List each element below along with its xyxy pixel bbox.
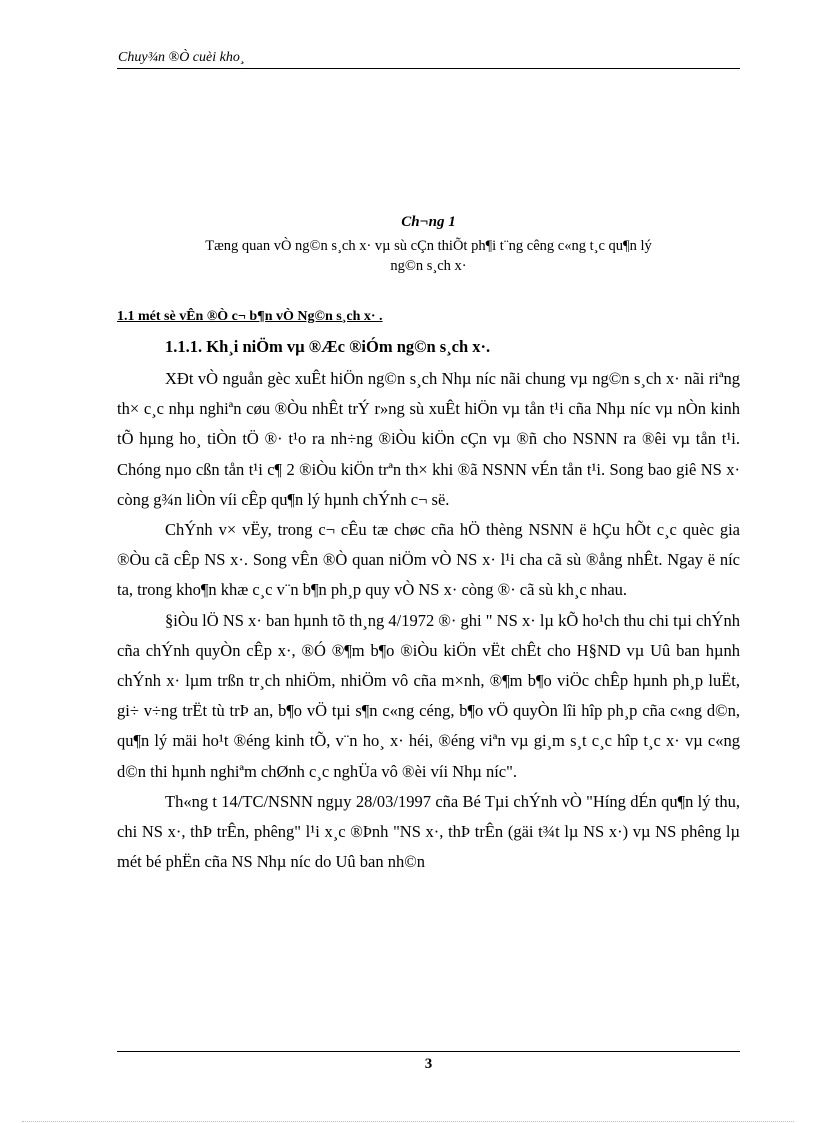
chapter-subtitle-line-1: Tæng quan vÒ ng©n s¸ch x· vµ sù cÇn thiÕt ph¶i t¨ng cêng c«ng t¸c qu¶n lý: [205, 238, 652, 254]
subsection-heading: 1.1.1. Kh¸i niÖm vµ ®Æc ®iÓm ng©n s¸ch x·.: [165, 337, 491, 356]
section-heading: 1.1 mét sè vÊn ®Ò c¬ b¶n vÒ Ng©n s¸ch x· .: [117, 309, 383, 324]
chapter-subtitle: [117, 236, 740, 276]
page-bottom-edge: [22, 1121, 794, 1122]
running-header: Chuy¾n ®Ò cuèi kho¸: [118, 50, 245, 65]
paragraph-4: Th«ng t 14/TC/NSNN ngµy 28/03/1997 cña Bé Tµi chÝnh vÒ "Híng dÉn qu¶n lý thu, chi NS x·, thÞ trÊn, phêng" l¹i x¸c ®Þnh "NS x·, thÞ trÊn (gäi t¾t lµ NS x·) vµ NS phêng lµ mét bé phËn cña NS Nhµ níc do Uû ban nh©n: [117, 791, 740, 872]
page-number: 3: [424, 1056, 433, 1072]
footer-divider: [117, 1051, 740, 1052]
paragraph-1: XÐt vÒ nguån gèc xuÊt hiÖn ng©n s¸ch Nhµ níc nãi chung vµ ng©n s¸ch x· nãi riªng th× c¸c nhµ nghiªn cøu ®Òu nhÊt trÝ r»ng sù xuÊt hiÖn vµ tån t¹i cña Nhµ níc vµ nÒn kinh tÕ hµng ho¸ tiÒn tÖ ®· t¹o ra nh÷ng ®iÒu kiÖn cÇn vµ ®ñ cho NSNN ra ®êi vµ tån t¹i. Chóng nµo cßn tån t¹i c¶ 2 ®iÒu kiÖn trªn th× khi ®ã NSNN vÉn tån t¹i. Song bao giê NS x· còng g¾n liÒn víi cÊp qu¶n lý hµnh chÝnh c¬ së.: [117, 369, 740, 509]
header-divider: [117, 68, 740, 69]
body-text: [117, 364, 740, 877]
chapter-title: Ch¬ng 1: [401, 214, 456, 230]
paragraph-2: ChÝnh v× vËy, trong c¬ cÊu tæ chøc cña hÖ thèng NSNN ë hÇu hÕt c¸c quèc gia ®Òu cã cÊp NS x·. Song vÊn ®Ò quan niÖm vÒ NS x· l¹i cha cã sù ®ång nhÊt. Ngay ë níc ta, trong kho¶n khæ c¸c v¨n b¶n ph¸p quy vÒ NS x· còng ®· cã sù kh¸c nhau.: [117, 520, 740, 600]
chapter-subtitle-line-2: ng©n s¸ch x·: [390, 258, 467, 274]
paragraph-3: §iÒu lÖ NS x· ban hµnh tõ th¸ng 4/1972 ®· ghi " NS x· lµ kÕ ho¹ch thu chi tµi chÝnh cña chÝnh quyÒn cÊp x·, ®Ó ®¶m b¶o ®iÒu kiÖn vËt chÊt cho H§ND vµ Uû ban hµnh chÝnh x· lµm trßn tr¸ch nhiÖm, nhiÖm vô cña m×nh, ®¶m b¶o viÖc chÊp hµnh ph¸p luËt, gi÷ v÷ng trËt tù trÞ an, b¶o vÖ tµi s¶n c«ng céng, b¶o vÖ quyÒn lîi hîp ph¸p cña c«ng d©n, qu¶n lý mäi ho¹t ®éng kinh tÕ, v¨n ho¸ x· héi, ®éng viªn vµ gi¸m s¸t c¸c hîp t¸c x· vµ c«ng d©n thi hµnh nghiªm chØnh c¸c nghÜa vô ®èi víi Nhµ níc".: [117, 610, 740, 781]
